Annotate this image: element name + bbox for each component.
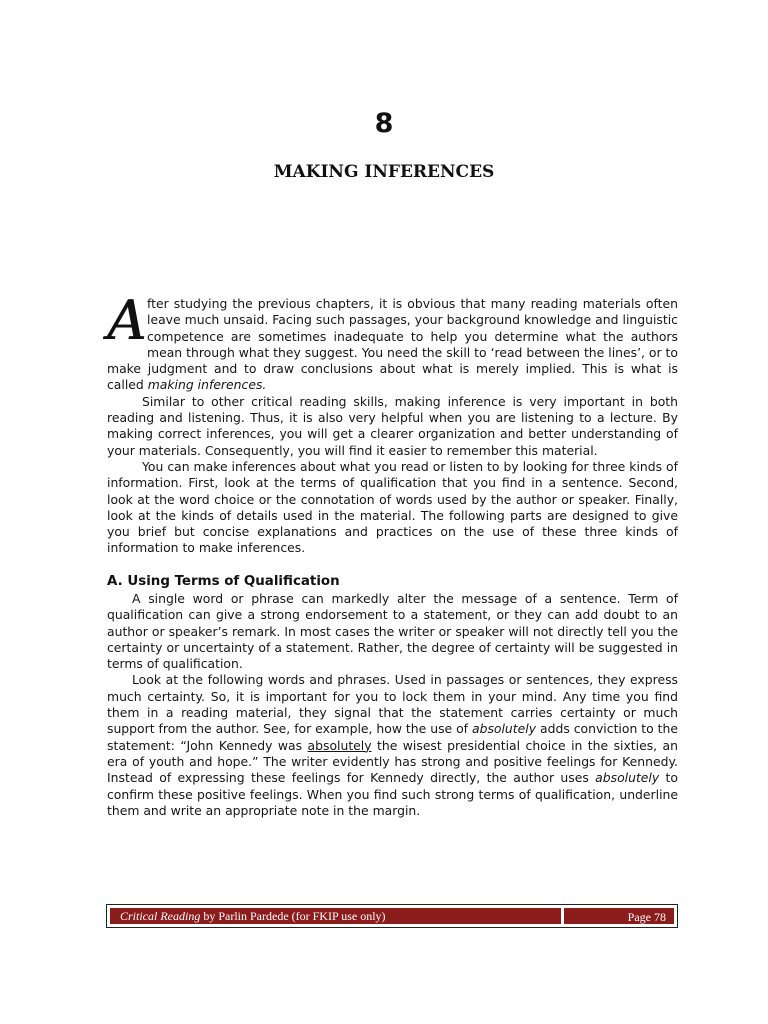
section-a-body	[107, 591, 678, 819]
term-making-inferences: making inferences.	[147, 377, 267, 393]
drop-cap: A	[107, 289, 146, 352]
footer-bar	[110, 908, 674, 924]
term-absolutely: absolutely	[472, 721, 537, 737]
page-footer	[106, 904, 678, 928]
term-absolutely: absolutely	[595, 770, 660, 786]
underlined-absolutely: absolutely	[307, 737, 372, 753]
footer-book-title: Critical Reading	[120, 909, 201, 923]
section-a-heading: A. Using Terms of Qualification	[107, 574, 340, 589]
footer-byline: by Parlin Pardede (for FKIP use only)	[200, 909, 386, 923]
intro-paragraph-1	[107, 289, 678, 394]
intro-paragraph-2: Similar to other critical reading skills, making inference is very important in both reading and listening. Thus, it is also very helpful when you are listening to a lecture. By making correct inferences, you will get a clearer organization and better understanding of your materials. Consequently, you will find it easier to remember this material.	[107, 393, 678, 458]
section-a-paragraph-2: Look at the following words and phrases. Used in passages or sentences, they express much certainty. So, it is important for you to lock them in your mind. Any time you find them in a reading material, they signal that the statement carries certainty or much support from the author. See, for example, how the use of absolutely adds conviction to the statement: “John Kennedy was absolutely the wisest presidential choice in the sixties, an era of youth and hope.” The writer evidently has strong and positive feelings for Kennedy. Instead of expressing these feelings for Kennedy directly, the author uses absolutely to confirm these positive feelings. When you find such strong terms of qualification, underline them and write an appropriate note in the margin.	[107, 672, 678, 818]
footer-credit	[110, 908, 561, 924]
section-a-paragraph-1: A single word or phrase can markedly alter the message of a sentence. Term of qualification can give a strong endorsement to a statement, or they can add doubt to an author or speaker’s remark. In most cases the writer or speaker will not directly tell you the certainty or uncertainty of a statement. Rather, the degree of certainty will be suggested in terms of qualification.	[107, 591, 678, 672]
intro-paragraph-1-text: fter studying the previous chapters, it is obvious that many reading materials often leave much unsaid. Facing such passages, your background knowledge and linguistic competence are sometimes inadequate to help you determine what the authors mean through what they suggest. You need the skill to ‘read between the lines’, or to make judgment and to draw conclusions about what is merely implied. This is what is called	[107, 296, 678, 393]
intro-section	[107, 289, 678, 557]
chapter-number: 8	[374, 108, 394, 139]
intro-paragraph-3: You can make inferences about what you read or listen to by looking for three kinds of information. First, look at the terms of qualification that you find in a sentence. Second, look at the word choice or the connotation of words used by the author or speaker. Finally, look at the kinds of details used in the material. The following parts are designed to give you brief but concise explanations and practices on the use of these three kinds of information to make inferences.	[107, 458, 678, 556]
chapter-title: MAKING INFERENCES	[273, 162, 495, 182]
page-number: Page 78	[627, 910, 666, 924]
